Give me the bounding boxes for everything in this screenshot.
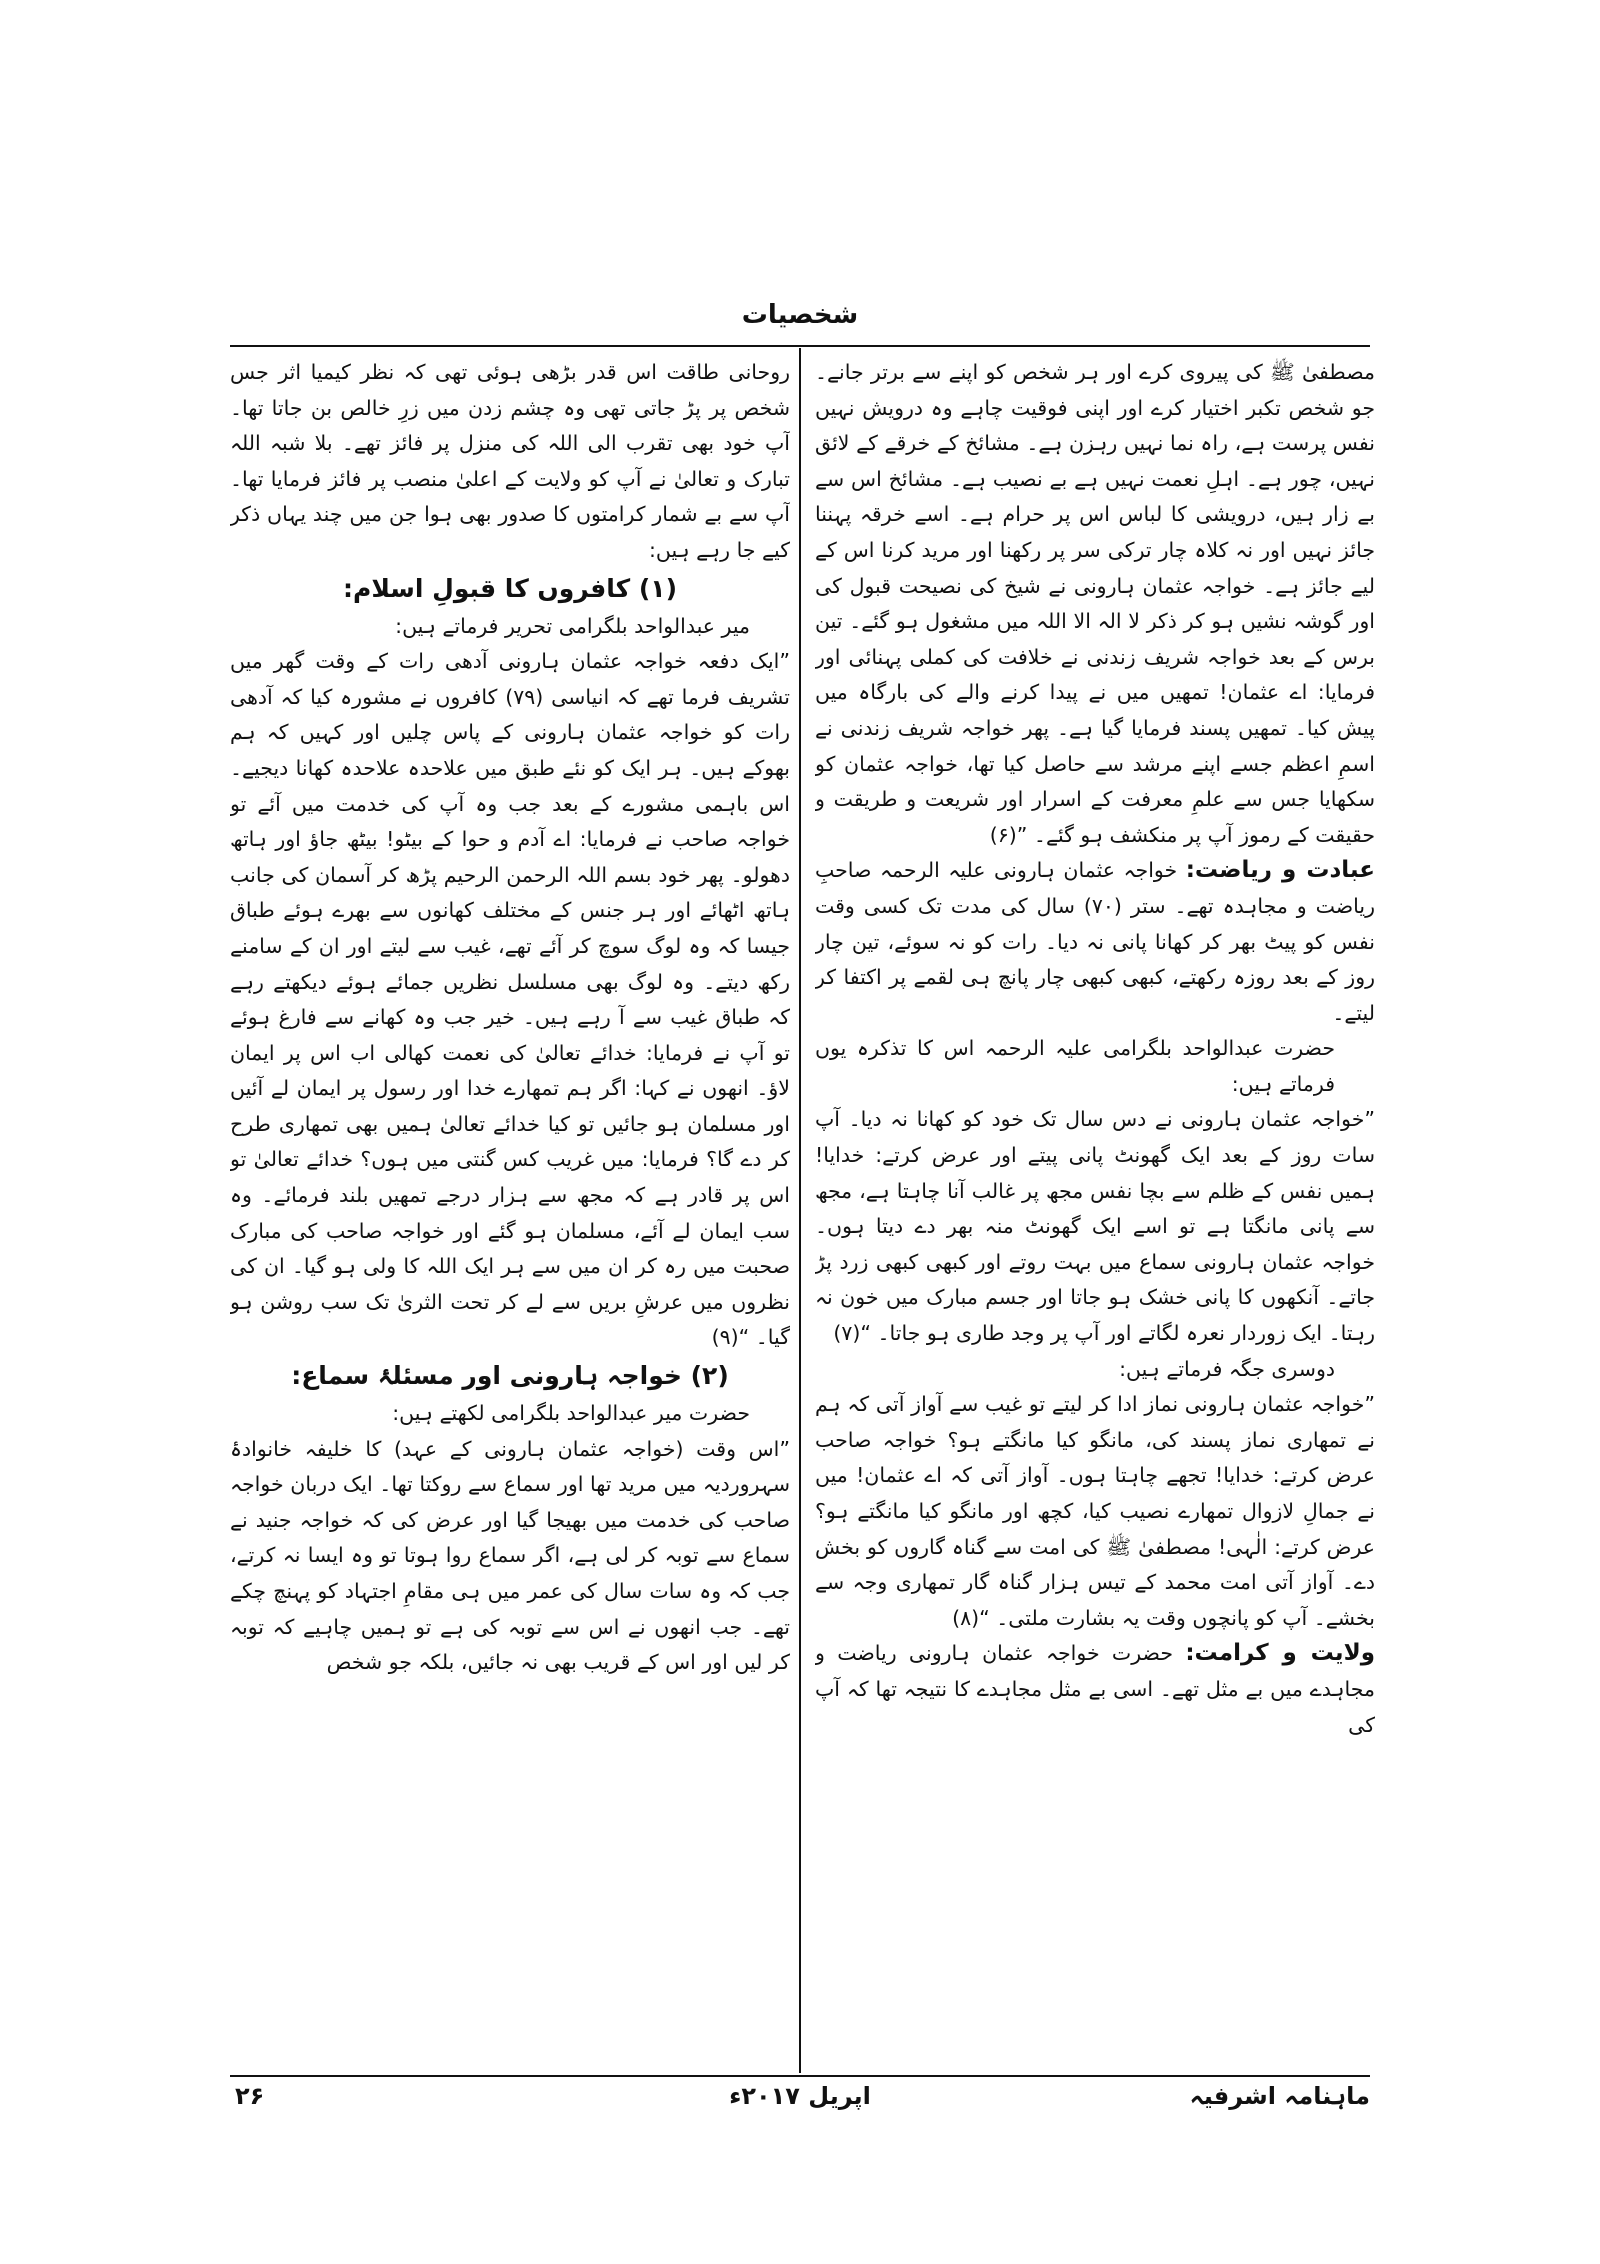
page-number: ۲۶ [235,2082,265,2110]
paragraph-wilayat [815,1636,1375,1743]
quote-paragraph: ”اس وقت (خواجہ عثمان ہارونی کے عہد) کا خلیفہ خانوادۂ سہروردیہ میں مرید تھا اور سماع سے روکتا تھا۔ ایک دربان خواجہ صاحب کی خدمت میں بھیجا گیا اور عرض کی کہ خواجہ جنید نے سماع سے توبہ کر لی ہے، اگر سماع روا ہوتا تو وہ ایسا نہ کرتے، جب کہ وہ سات سال کی عمر میں ہی مقامِ اجتہاد کو پہنچ چکے تھے۔ جب انھوں نے اس سے توبہ کی ہے تو ہمیں چاہیے کہ توبہ کر لیں اور اس کے قریب بھی نہ جائیں، بلکہ جو شخص [230,1436,790,1675]
paragraph: حضرت عبدالواحد بلگرامی علیہ الرحمہ اس کا تذکرہ یوں فرماتے ہیں: [815,1036,1335,1096]
issue-date: اپریل ۲۰۱۷ء [729,2082,871,2110]
right-column [815,355,1375,2065]
paragraph-text: خواجہ عثمان ہارونی علیہ الرحمہ صاحبِ ریاضت و مجاہدہ تھے۔ ستر (۷۰) سال کی مدت تک کسی وقت نفس کو پیٹ بھر کر کھانا پانی نہ دیا۔ رات کو نہ سوئے، تین چار روز کے بعد روزہ رکھتے، کبھی کبھی چار پانچ ہی لقمے پر اکتفا کر لیتے۔ [815,858,1375,1025]
paragraph-ibadat [815,853,1375,1031]
paragraph: میر عبدالواحد بلگرامی تحریر فرماتے ہیں: [395,613,750,638]
magazine-name: ماہنامہ اشرفیہ [1189,2082,1370,2110]
section-title: شخصیات [741,300,859,330]
paragraph: مصطفیٰ ﷺ کی پیروی کرے اور ہر شخص کو اپنے سے برتر جانے۔ جو شخص تکبر اختیار کرے اور اپنی فوقیت چاہے وہ درویش نہیں نفس پرست ہے، راہ نما نہیں رہزن ہے۔ مشائخ کے خرقے کے لائق نہیں، چور ہے۔ اہلِ نعمت نہیں ہے بے نصیب ہے۔ مشائخ اس سے بے زار ہیں، درویشی کا لباس اس پر حرام ہے۔ اسے خرقہ پہننا جائز نہیں اور نہ کلاہ چار ترکی سر پر رکھنا اور مرید کرنا اس کے لیے جائز ہے۔ خواجہ عثمان ہارونی نے شیخ کی نصیحت قبول کی اور گوشہ نشیں ہو کر ذکر لا الہ الا اللہ میں مشغول ہو گئے۔ تین برس کے بعد خواجہ شریف زندنی نے خلافت کی کملی پہنائی اور فرمایا: اے عثمان! تمھیں میں نے پیدا کرنے والے کی بارگاہ میں پیش کیا۔ تمھیں پسند فرمایا گیا ہے۔ پھر خواجہ شریف زندنی نے اسمِ اعظم جسے اپنے مرشد سے حاصل کیا تھا، خواجہ عثمان کو سکھایا جس سے علمِ معرفت کے اسرار اور شریعت و طریقت و حقیقت کے رموز آپ پر منکشف ہو گئے۔ ”(۶) [815,360,1375,847]
section-heading-ibadat: عبادت و ریاضت: [1185,857,1375,884]
header-divider [230,345,1370,347]
subheading-conversion: (۱) کافروں کا قبولِ اسلام: [343,573,677,603]
quote-paragraph: ”خواجہ عثمان ہارونی نماز ادا کر لیتے تو غیب سے آواز آتی کہ ہم نے تمھاری نماز پسند کی، مانگو کیا مانگتے ہو؟ خواجہ صاحب عرض کرتے: خدایا! تجھے چاہتا ہوں۔ آواز آتی کہ اے عثمان! میں نے جمالِ لازوال تمھارے نصیب کیا، کچھ اور مانگو کیا مانگتے ہو؟ عرض کرتے: الٰہی! مصطفیٰ ﷺ کی امت سے گناہ گاروں کو بخش دے۔ آواز آتی امت محمد کے تیس ہزار گناہ گار تمھاری وجہ سے بخشے۔ آپ کو پانچوں وقت یہ بشارت ملتی۔ “(۸) [815,1392,1375,1630]
paragraph: حضرت میر عبدالواحد بلگرامی لکھتے ہیں: [392,1401,750,1426]
left-column [230,355,790,2065]
quote-paragraph: ”ایک دفعہ خواجہ عثمان ہارونی آدھی رات کے وقت گھر میں تشریف فرما تھے کہ انیاسی (۷۹) کافروں نے مشورہ کیا کہ آدھی رات کو خواجہ عثمان ہارونی کے پاس چلیں اور کہیں کہ ہم بھوکے ہیں۔ ہر ایک کو نئے طبق میں علاحدہ علاحدہ کھانا دیجیے۔ اس باہمی مشورے کے بعد جب وہ آپ کی خدمت میں آئے تو خواجہ صاحب نے فرمایا: اے آدم و حوا کے بیٹو! بیٹھ جاؤ اور ہاتھ دھولو۔ پھر خود بسم اللہ الرحمن الرحیم پڑھ کر آسمان کی جانب ہاتھ اٹھائے اور ہر جنس کے مختلف کھانوں سے بھرے ہوئے طباق جیسا کہ وہ لوگ سوچ کر آئے تھے، غیب سے لیتے اور ان کے سامنے رکھ دیتے۔ وہ لوگ بھی مسلسل نظریں جمائے ہوئے دیکھتے رہے کہ طباق غیب سے آ رہے ہیں۔ خیر جب وہ کھانے سے فارغ ہوئے تو آپ نے فرمایا: خدائے تعالیٰ کی نعمت کھالی اب اس پر ایمان لاؤ۔ انھوں نے کہا: اگر ہم تمھارے خدا اور رسول پر ایمان لے آئیں اور مسلمان ہو جائیں تو کیا خدائے تعالیٰ ہمیں بھی تمھاری طرح کر دے گا؟ فرمایا: میں غریب کس گنتی میں ہوں؟ خدائے تعالیٰ تو اس پر قادر ہے کہ مجھ سے ہزار درجے تمھیں بلند فرمائے۔ وہ سب ایمان لے آئے، مسلمان ہو گئے اور خواجہ صاحب کی مبارک صحبت میں رہ کر ان میں سے ہر ایک اللہ کا ولی ہو گیا۔ ان کی نظروں میں عرشِ بریں سے لے کر تحت الثریٰ تک سب روشن ہو گیا۔ “(۹) [230,649,790,1350]
footer-divider [230,2075,1370,2077]
section-heading-wilayat: ولایت و کرامت: [1185,1640,1375,1667]
paragraph: دوسری جگہ فرماتے ہیں: [1119,1356,1335,1381]
quote-paragraph: ”خواجہ عثمان ہارونی نے دس سال تک خود کو کھانا نہ دیا۔ آپ سات روز کے بعد ایک گھونٹ پانی پیتے اور عرض کرتے: خدایا! ہمیں نفس کے ظلم سے بچا نفس مجھ پر غالب آنا چاہتا ہے، مجھ سے پانی مانگتا ہے تو اسے ایک گھونٹ منہ بھر دے دیتا ہوں۔ خواجہ عثمان ہارونی سماع میں بہت روتے اور کبھی کبھی زرد پڑ جاتے۔ آنکھوں کا پانی خشک ہو جاتا اور جسم مبارک میں خون نہ رہتا۔ ایک زوردار نعرہ لگاتے اور آپ پر وجد طاری ہو جاتا۔ “(۷) [815,1107,1375,1346]
subheading-sama: (۲) خواجہ ہارونی اور مسئلۂ سماع: [291,1361,729,1391]
column-divider [799,348,801,2073]
paragraph: روحانی طاقت اس قدر بڑھی ہوئی تھی کہ نظر کیمیا اثر جس شخص پر پڑ جاتی تھی وہ چشم زدن میں زرِ خالص بن جاتا تھا۔ آپ خود بھی تقرب الی اللہ کی منزل پر فائز تھے۔ بلا شبہ اللہ تبارک و تعالیٰ نے آپ کو ولایت کے اعلیٰ منصب پر فائز فرمایا تھا۔ آپ سے بے شمار کرامتوں کا صدور بھی ہوا جن میں چند یہاں ذکر کیے جا رہے ہیں: [230,360,790,562]
paragraph-text: حضرت خواجہ عثمان ہارونی ریاضت و مجاہدے میں بے مثل تھے۔ اسی بے مثل مجاہدے کا نتیجہ تھا کہ آپ کی [815,1641,1375,1737]
